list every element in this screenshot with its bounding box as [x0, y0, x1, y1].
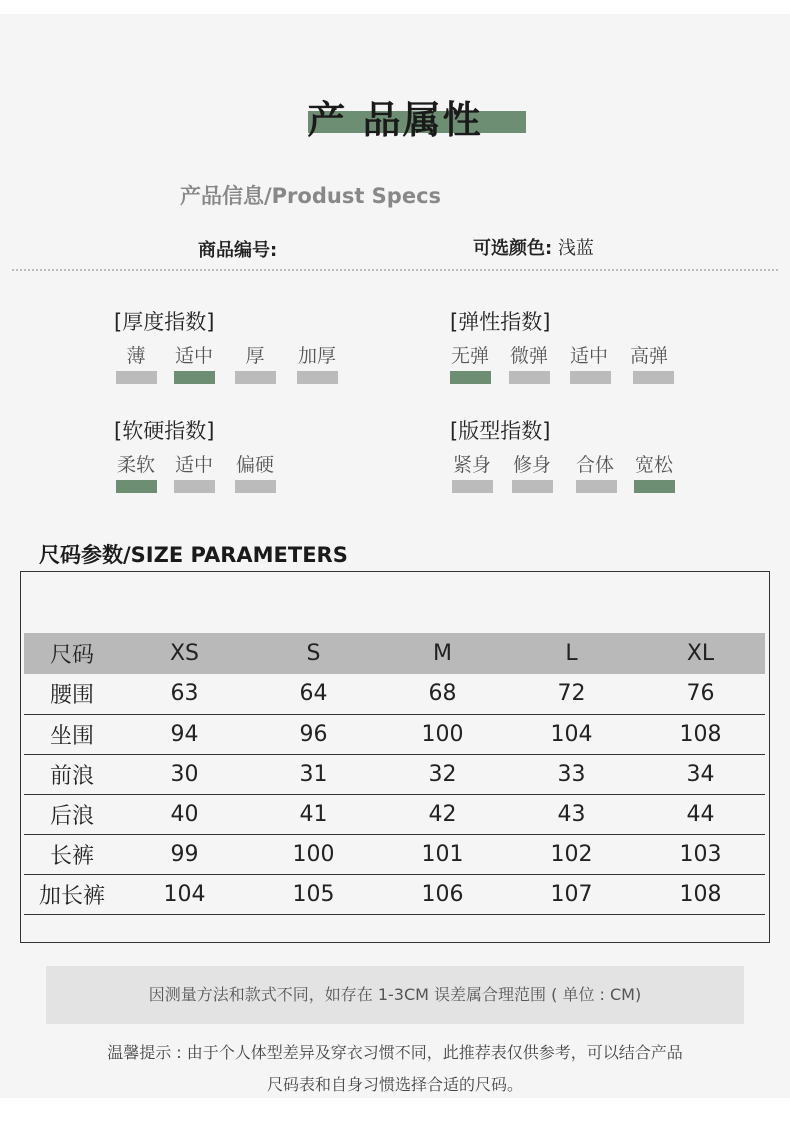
table-cell: 72	[507, 674, 636, 714]
table-cell: 96	[249, 714, 378, 754]
table-row	[24, 834, 765, 874]
table-cell: 101	[378, 834, 507, 874]
fit-option: 紧身	[452, 454, 491, 476]
table-cell: 100	[378, 714, 507, 754]
row-label-cell: 后浪	[24, 794, 120, 834]
table-cell: 44	[636, 794, 765, 834]
softness-index-title: [软硬指数]	[114, 419, 215, 443]
fit-bar	[634, 480, 675, 493]
table-cell: 104	[507, 714, 636, 754]
table-cell: 43	[507, 794, 636, 834]
table-cell: 31	[249, 754, 378, 794]
softness-option: 偏硬	[235, 454, 274, 476]
color-info	[473, 234, 594, 260]
thickness-option: 薄	[126, 345, 146, 367]
table-row	[24, 794, 765, 834]
thickness-option: 厚	[245, 345, 265, 367]
elasticity-bar	[570, 371, 611, 384]
table-cell: 108	[636, 714, 765, 754]
size-table	[24, 633, 765, 915]
thickness-index-title: [厚度指数]	[114, 310, 215, 334]
product-attributes-page	[0, 14, 790, 1098]
tip-line-1: 温馨提示 : 由于个人体型差异及穿衣习惯不同，此推荐表仅供参考，可以结合产品	[107, 1043, 683, 1062]
measurement-note: 因测量方法和款式不同，如存在 1-3CM 误差属合理范围 ( 单位 : CM)	[46, 966, 744, 1024]
fit-index-title: [版型指数]	[450, 419, 551, 443]
table-cell: 68	[378, 674, 507, 714]
table-cell: 100	[249, 834, 378, 874]
table-cell: 33	[507, 754, 636, 794]
header-cell: 尺码	[24, 633, 120, 674]
softness-option: 适中	[174, 454, 213, 476]
color-label: 可选颜色:	[473, 238, 553, 259]
table-cell: 42	[378, 794, 507, 834]
table-row	[24, 714, 765, 754]
softness-bar	[174, 480, 215, 493]
elasticity-bar	[509, 371, 550, 384]
table-cell: 94	[120, 714, 249, 754]
table-cell: 102	[507, 834, 636, 874]
elasticity-bar	[450, 371, 491, 384]
table-row	[24, 754, 765, 794]
softness-bar	[116, 480, 157, 493]
size-parameters-heading: 尺码参数/SIZE PARAMETERS	[39, 543, 348, 567]
fit-option: 合体	[575, 454, 614, 476]
table-row	[24, 674, 765, 714]
fit-option: 修身	[512, 454, 551, 476]
table-cell: 106	[378, 874, 507, 914]
header-cell: XS	[120, 633, 249, 674]
header-cell: XL	[636, 633, 765, 674]
elasticity-option: 适中	[569, 345, 608, 367]
row-label-cell: 腰围	[24, 674, 120, 714]
fit-bar	[576, 480, 617, 493]
softness-bar	[235, 480, 276, 493]
thickness-option: 加厚	[297, 345, 336, 367]
table-cell: 108	[636, 874, 765, 914]
table-cell: 76	[636, 674, 765, 714]
row-label-cell: 加长裤	[24, 874, 120, 914]
specs-heading: 产品信息/Produst Specs	[180, 184, 442, 208]
product-code-label: 商品编号:	[198, 240, 278, 261]
elasticity-index-title: [弹性指数]	[450, 310, 551, 334]
table-cell: 32	[378, 754, 507, 794]
softness-option: 柔软	[116, 454, 155, 476]
elasticity-option: 无弹	[450, 345, 489, 367]
table-cell: 105	[249, 874, 378, 914]
header-cell: L	[507, 633, 636, 674]
elasticity-bar	[633, 371, 674, 384]
thickness-bar	[174, 371, 215, 384]
color-value: 浅蓝	[557, 238, 594, 259]
row-label-cell: 前浪	[24, 754, 120, 794]
thickness-option: 适中	[174, 345, 213, 367]
thickness-bar	[297, 371, 338, 384]
size-table-header-row	[24, 633, 765, 674]
table-cell: 40	[120, 794, 249, 834]
table-cell: 103	[636, 834, 765, 874]
fit-bar	[452, 480, 493, 493]
fit-option: 宽松	[634, 454, 673, 476]
page-title: 产 品属性	[307, 98, 483, 142]
tip-line-2: 尺码表和自身习惯选择合适的尺码。	[266, 1075, 523, 1094]
table-cell: 30	[120, 754, 249, 794]
table-cell: 107	[507, 874, 636, 914]
elasticity-option: 高弹	[629, 345, 668, 367]
table-cell: 63	[120, 674, 249, 714]
row-label-cell: 长裤	[24, 834, 120, 874]
table-cell: 34	[636, 754, 765, 794]
thickness-bar	[116, 371, 157, 384]
dotted-divider	[12, 269, 778, 271]
table-cell: 41	[249, 794, 378, 834]
fit-bar	[512, 480, 553, 493]
table-cell: 99	[120, 834, 249, 874]
header-cell: S	[249, 633, 378, 674]
row-label-cell: 坐围	[24, 714, 120, 754]
table-cell: 64	[249, 674, 378, 714]
table-row	[24, 874, 765, 914]
elasticity-option: 微弹	[509, 345, 548, 367]
header-cell: M	[378, 633, 507, 674]
thickness-bar	[235, 371, 276, 384]
table-cell: 104	[120, 874, 249, 914]
